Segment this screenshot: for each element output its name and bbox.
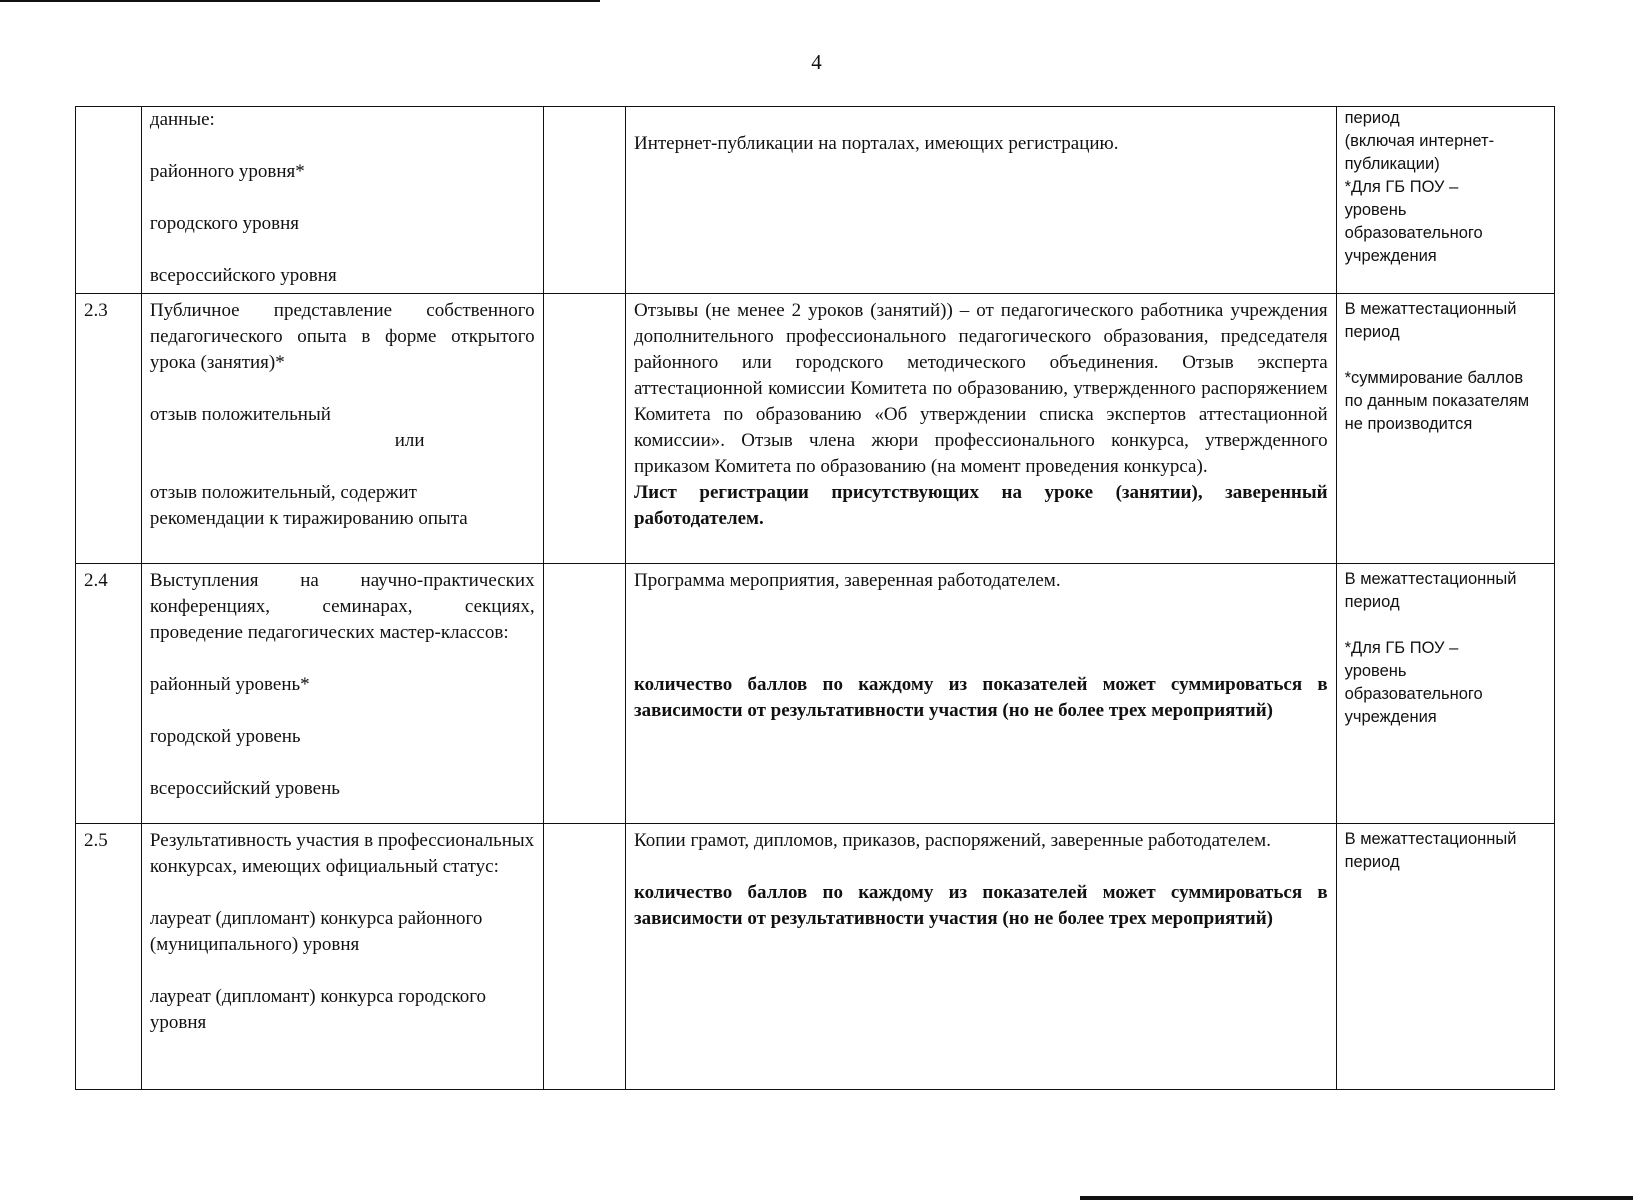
note-text: по данным показателям [1344,392,1530,410]
indicator-text: Публичное представление собственного педагогического опыта в форме открытого урока (занятия)* [149,300,535,373]
document-text-bold: Лист регистрации присутствующих на уроке (занятии), заверенный работодателем. [633,482,1328,529]
documents-cell [625,824,1336,1090]
note-cell [1336,294,1554,564]
document-text: Программа мероприятия, заверенная работодателем. [633,570,1061,591]
note-text: *Для ГБ ПОУ – [1344,639,1459,657]
indicator-text: всероссийского уровня [149,265,337,286]
documents-cell [625,107,1336,294]
indicator-cell [141,107,543,294]
note-text: не производится [1344,415,1473,433]
note-text: период [1344,853,1400,871]
row-number: 2.5 [76,824,142,1090]
indicator-text: Выступления на научно-практических конференциях, семинарах, секциях, проведение педагогических мастер-классов: [149,570,535,643]
indicator-text: городского уровня [149,213,299,234]
row-number [76,107,142,294]
note-text: В межаттестационный [1344,300,1517,318]
note-text: В межаттестационный [1344,830,1517,848]
indicator-text: районного уровня* [149,161,305,182]
row-number: 2.4 [76,564,142,824]
points-cell [543,824,625,1090]
indicator-text: городской уровень [149,726,301,747]
note-cell [1336,824,1554,1090]
points-cell [543,564,625,824]
scan-edge-top [0,0,600,2]
note-text: публикации) [1344,155,1440,173]
indicator-cell [141,564,543,824]
note-text: образовательного [1344,224,1483,242]
document-text: Отзывы (не менее 2 уроков (занятий)) – от педагогического работника учреждения дополнительного профессионального педагогического образования, председателя районного или городского методического объединения. Отзыв эксперта аттестационной комиссии Комитета по образованию, утвержденного распоряжением Комитета по образованию «Об утверждении списка экспертов аттестационной комиссии». Отзыв члена жюри профессионального конкурса, утвержденного приказом Комитета по образованию (на момент проведения конкурса). [633,300,1328,477]
document-text-bold: количество баллов по каждому из показателей может суммироваться в зависимости от результативности участия (но не более трех мероприятий) [633,674,1328,721]
indicator-text: лауреат (дипломант) конкурса городского уровня [149,986,487,1033]
note-text: (включая интернет- [1344,132,1495,150]
note-text: В межаттестационный [1344,570,1517,588]
note-cell [1336,564,1554,824]
indicator-text: отзыв положительный [149,404,331,425]
indicator-text: отзыв положительный, содержит рекомендации к тиражированию опыта [149,482,468,529]
page-number: 4 [811,50,822,74]
points-cell [543,107,625,294]
note-text: учреждения [1344,708,1437,726]
document-text: Копии грамот, дипломов, приказов, распоряжений, заверенные работодателем. [633,830,1271,851]
indicator-text: или [394,430,425,451]
indicator-text: Результативность участия в профессиональных конкурсах, имеющих официальный статус: [149,830,535,877]
note-text: образовательного [1344,685,1483,703]
row-number: 2.3 [76,294,142,564]
note-cell [1336,107,1554,294]
indicator-cell [141,294,543,564]
note-text: уровень [1344,201,1407,219]
indicator-text: всероссийский уровень [149,778,340,799]
note-text: уровень [1344,662,1407,680]
scan-edge-bottom [1080,1196,1633,1200]
table-row [76,824,1555,1090]
document-text-bold: количество баллов по каждому из показателей может суммироваться в зависимости от результативности участия (но не более трех мероприятий) [633,882,1328,929]
note-text: *Для ГБ ПОУ – [1344,178,1459,196]
indicator-text: лауреат (дипломант) конкурса районного (муниципального) уровня [149,908,483,955]
indicator-text: районный уровень* [149,674,310,695]
points-cell [543,294,625,564]
document-text: Интернет-публикации на порталах, имеющих регистрацию. [633,133,1119,154]
note-text: период [1344,323,1400,341]
documents-cell [625,564,1336,824]
note-text: период [1344,593,1400,611]
table-row [76,107,1555,294]
table-row [76,564,1555,824]
documents-cell [625,294,1336,564]
indicator-text: данные: [149,109,215,130]
indicator-cell [141,824,543,1090]
table-row [76,294,1555,564]
note-text: учреждения [1344,247,1437,265]
criteria-table [75,106,1555,1090]
note-text: *суммирование баллов [1344,369,1524,387]
note-text: период [1344,109,1400,127]
